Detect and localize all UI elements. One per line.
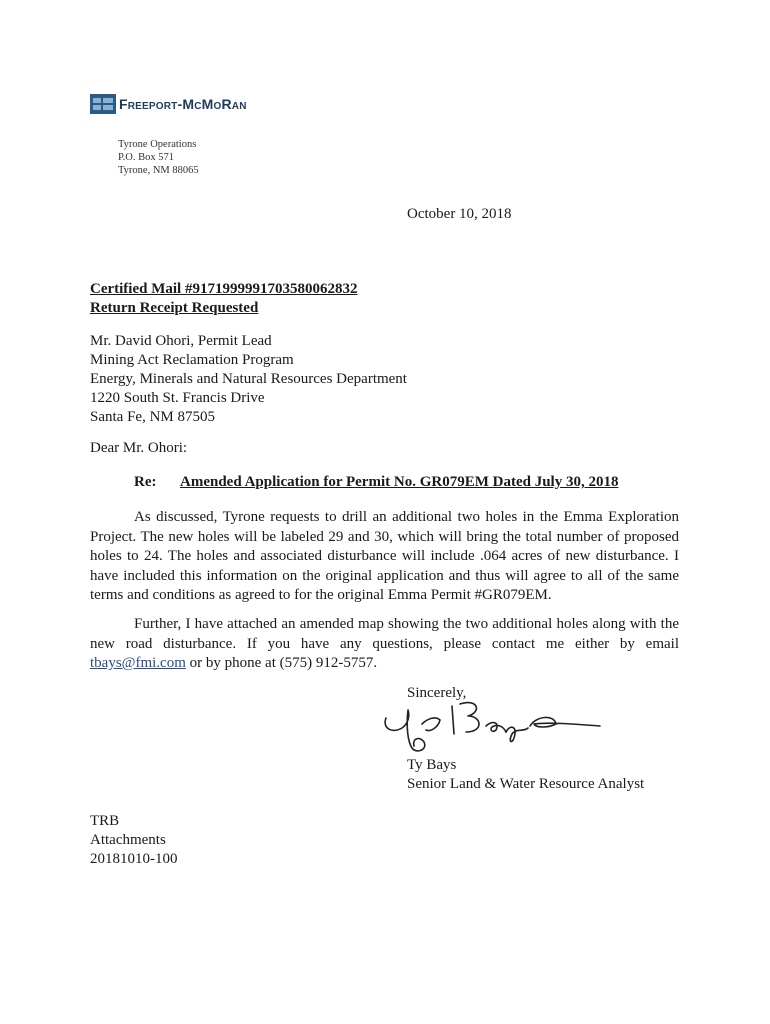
document-reference: 20181010-100 <box>90 851 178 867</box>
subject-text: Amended Application for Permit No. GR079EM Dated July 30, 2018 <box>180 474 619 490</box>
subject-label: Re: <box>134 474 157 490</box>
signer-title: Senior Land & Water Resource Analyst <box>407 776 645 792</box>
handwritten-signature <box>378 698 608 758</box>
recipient-line: Energy, Minerals and Natural Resources Department <box>90 371 407 387</box>
company-name: Freeport-McMoRan <box>119 96 247 112</box>
recipient-address <box>90 332 407 427</box>
sender-address-line: Tyrone, NM 88065 <box>118 165 199 176</box>
recipient-line: 1220 South St. Francis Drive <box>90 390 265 406</box>
certified-mail-number: Certified Mail #9171999991703580062832 <box>90 281 358 297</box>
company-logo <box>90 93 247 115</box>
signer-name: Ty Bays <box>407 757 457 773</box>
body-paragraph-2 <box>90 615 679 674</box>
salutation: Dear Mr. Ohori: <box>90 440 188 456</box>
paragraph-text: Further, I have attached an amended map showing the two additional holes along with the new road disturbance. If you have any questions, please contact me either by email <box>90 616 679 652</box>
recipient-line: Mr. David Ohori, Permit Lead <box>90 333 272 349</box>
closing: Sincerely, <box>407 685 467 701</box>
subject-line <box>134 474 618 491</box>
signer-block <box>407 756 644 794</box>
sender-address-line: Tyrone Operations <box>118 139 197 150</box>
paragraph-text: As discussed, Tyrone requests to drill an additional two holes in the Emma Exploration Project. The new holes will be labeled 29 and 30, which will bring the total number of proposed holes to 24. The holes and associated disturbance will include .064 acres of new disturbance. I have included this information on the original application and thus will agree to all of the same terms and conditions as agreed to for the original Emma Permit #GR079EM. <box>90 509 679 603</box>
recipient-line: Mining Act Reclamation Program <box>90 352 294 368</box>
recipient-line: Santa Fe, NM 87505 <box>90 409 215 425</box>
return-receipt-note: Return Receipt Requested <box>90 300 259 316</box>
body-paragraph-1 <box>90 508 679 606</box>
sender-address-line: P.O. Box 571 <box>118 152 175 163</box>
delivery-notice <box>90 280 357 318</box>
email-link[interactable]: tbays@fmi.com <box>90 655 186 671</box>
attachments-note: Attachments <box>90 832 166 848</box>
paragraph-text: or by phone at (575) 912-5757. <box>185 655 378 671</box>
fcx-logo-icon <box>90 94 116 114</box>
sender-address <box>118 138 199 177</box>
letter-date: October 10, 2018 <box>407 206 512 222</box>
typist-initials: TRB <box>90 813 120 829</box>
footer-block <box>90 812 178 869</box>
